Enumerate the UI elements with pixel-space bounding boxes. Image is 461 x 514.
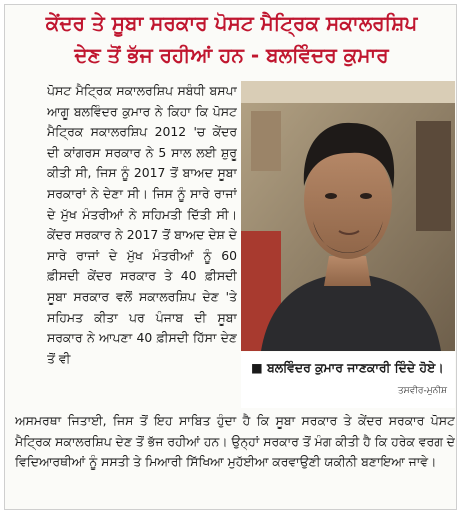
photo-caption: ■ ਬਲਵਿੰਦਰ ਕੁਮਾਰ ਜਾਣਕਾਰੀ ਦਿੰਦੇ ਹੋਏ। — [251, 360, 444, 375]
headline — [11, 7, 452, 73]
man-portrait-illustration — [241, 81, 455, 351]
headline-line-1: ਕੇਂਦਰ ਤੇ ਸੂਬਾ ਸਰਕਾਰ ਪੋਸਟ ਮੈਟ੍ਰਿਕ ਸਕਾਲਰਸ਼ਿਪ — [45, 11, 418, 35]
headline-line-2: ਦੇਣ ਤੋਂ ਭੱਜ ਰਹੀਆਂ ਹਨ - ਬਲਵਿੰਦਰ ਕੁਮਾਰ — [74, 43, 389, 67]
article-column-text: ਪੋਸਟ ਮੈਟ੍ਰਿਕ ਸਕਾਲਰਸ਼ਿਪ ਸਬੰਧੀ ਬਸਪਾ ਆਗੂ ਬਲਵਿੰਦਰ ਕੁਮਾਰ ਨੇ ਕਿਹਾ ਕਿ ਪੋਸਟ ਮੈਟ੍ਰਿਕ ਸਕਾਲਰਸ਼ਿਪ 2012 'ਚ ਕੇਂਦਰ ਦੀ ਕਾਂਗਰਸ ਸਰਕਾਰ ਨੇ 5 ਸਾਲ ਲਈ ਸ਼ੁਰੂ ਕੀਤੀ ਸੀ, ਜਿਸ ਨੂੰ 2017 ਤੋਂ ਬਾਅਦ ਸੂਬਾ ਸਰਕਾਰਾਂ ਨੇ ਦੇਣਾ ਸੀ। ਜਿਸ ਨੂੰ ਸਾਰੇ ਰਾਜਾਂ ਦੇ ਮੁੱਖ ਮੰਤਰੀਆਂ ਨੇ ਸਹਿਮਤੀ ਦਿੱਤੀ ਸੀ। ਕੇਂਦਰ ਸਰਕਾਰ ਨੇ 2017 ਤੋਂ ਬਾਅਦ ਦੇਸ਼ ਦੇ ਸਾਰੇ ਰਾਜਾਂ ਦੇ ਮੁੱਖ ਮੰਤਰੀਆਂ ਨੂੰ 60 ਫ਼ੀਸਦੀ ਕੇਂਦਰ ਸਰਕਾਰ ਤੇ 40 ਫ਼ੀਸਦੀ ਸੂਬਾ ਸਰਕਾਰ ਵਲੋਂ ਸਕਾਲਰਸ਼ਿਪ ਦੇਣ 'ਤੇ ਸਹਿਮਤ ਕੀਤਾ ਪਰ ਪੰਜਾਬ ਦੀ ਸੂਬਾ ਸਰਕਾਰ ਨੇ ਆਪਣਾ 40 ਫ਼ੀਸਦੀ ਹਿੱਸਾ ਦੇਣ ਤੋਂ ਵੀ — [47, 83, 237, 366]
article-photo — [241, 81, 455, 351]
photo-caption-box — [241, 352, 455, 408]
photo-credit: ਤਸਵੀਰ-ਮੁਨੀਸ਼ — [397, 386, 447, 396]
newspaper-clipping — [4, 4, 457, 510]
article-full-width-text: ਅਸਮਰਥਾ ਜਿਤਾਈ, ਜਿਸ ਤੋਂ ਇਹ ਸਾਬਿਤ ਹੁੰਦਾ ਹੈ ਕਿ ਸੂਬਾ ਸਰਕਾਰ ਤੇ ਕੇਂਦਰ ਸਰਕਾਰ ਪੋਸਟ ਮੈਟ੍ਰਿਕ ਸਕਾਲਰਸ਼ਿਪ ਦੇਣ ਤੋਂ ਭੱਜ ਰਹੀਆਂ ਹਨ। ਉਨ੍ਹਾਂ ਸਰਕਾਰ ਤੋਂ ਮੰਗ ਕੀਤੀ ਹੈ ਕਿ ਹਰੇਕ ਵਰਗ ਦੇ ਵਿਦਿਆਰਥੀਆਂ ਨੂੰ ਸਸਤੀ ਤੇ ਮਿਆਰੀ ਸਿੱਖਿਆ ਮੁਹੱਈਆ ਕਰਵਾਉਣੀ ਯਕੀਨੀ ਬਣਾਇਆ ਜਾਵੇ। — [15, 413, 455, 470]
